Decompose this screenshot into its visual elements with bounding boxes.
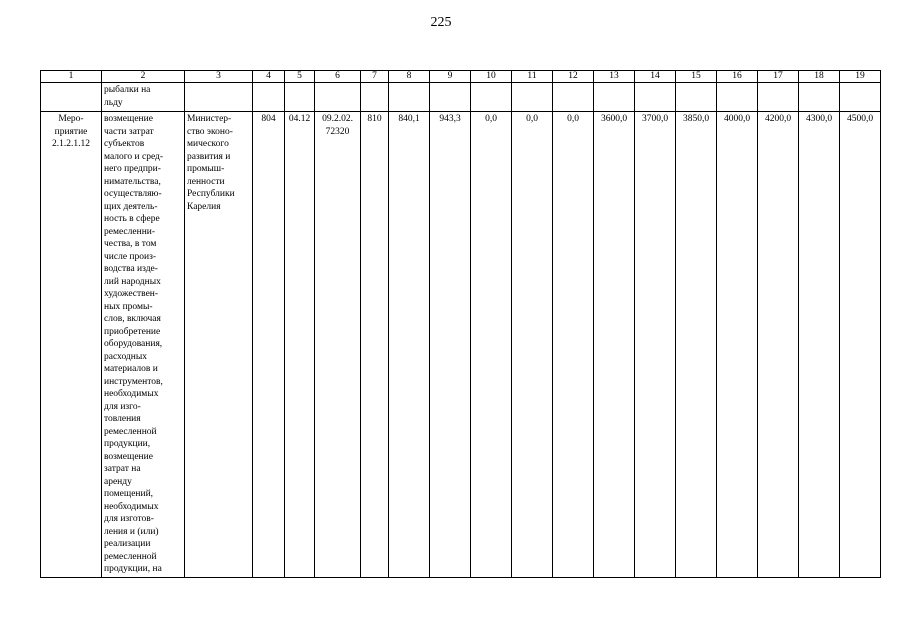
continued-cell [717,83,758,112]
column-number-4: 4 [253,71,285,83]
column-number-12: 12 [553,71,594,83]
continued-cell [253,83,285,112]
continued-cell [361,83,389,112]
continued-cell [389,83,430,112]
value-cell-12: 0,0 [553,112,594,578]
column-number-14: 14 [635,71,676,83]
continued-cell [676,83,717,112]
continued-row [41,83,881,112]
column-number-18: 18 [799,71,840,83]
continued-cell [840,83,881,112]
continued-cell [285,83,315,112]
continued-cell [430,83,471,112]
column-number-17: 17 [758,71,799,83]
value-cell-11: 0,0 [512,112,553,578]
column-number-19: 19 [840,71,881,83]
table-row [41,112,881,578]
column-number-3: 3 [185,71,253,83]
value-cell-5: 04.12 [285,112,315,578]
value-cell-4: 804 [253,112,285,578]
continued-cell [553,83,594,112]
continued-cell [594,83,635,112]
continued-cell [635,83,676,112]
value-cell-19: 4500,0 [840,112,881,578]
value-cell-15: 3850,0 [676,112,717,578]
value-cell-17: 4200,0 [758,112,799,578]
column-number-6: 6 [315,71,361,83]
value-cell-7: 810 [361,112,389,578]
column-number-5: 5 [285,71,315,83]
measure-id-cell: Меро- приятие 2.1.2.1.12 [41,112,102,578]
page-number: 225 [430,15,452,30]
column-number-2: 2 [102,71,185,83]
value-cell-18: 4300,0 [799,112,840,578]
continued-cell [758,83,799,112]
value-cell-9: 943,3 [430,112,471,578]
table-header-row [41,71,881,83]
value-cell-16: 4000,0 [717,112,758,578]
responsible-executor-cell: Министер- ство эконо- мического развития и промыш- ленности Республики Карелия [185,112,253,578]
column-number-1: 1 [41,71,102,83]
measure-description-cell: возмещение части затрат субъектов малого и сред- него предпри- нимательства, осуществляю- щих деятель- ность в сфере ремесленни- чества, в том числе произ- водства изде- лий народных художествен- ных промы- слов, включая приобретение оборудования, расходных материалов и инструментов, необходимых для изго- товления ремесленной продукции, возмещение затрат на аренду помещений, необходимых для изготов- ления и (или) реализации ремесленной продукции, на [102,112,185,578]
value-cell-14: 3700,0 [635,112,676,578]
continued-cell [471,83,512,112]
column-number-16: 16 [717,71,758,83]
column-number-11: 11 [512,71,553,83]
budget-table [40,70,881,578]
column-number-8: 8 [389,71,430,83]
value-cell-13: 3600,0 [594,112,635,578]
continued-cell [799,83,840,112]
column-number-15: 15 [676,71,717,83]
column-number-10: 10 [471,71,512,83]
continued-cell [41,83,102,112]
value-cell-6: 09.2.02. 72320 [315,112,361,578]
continued-description-cell: рыбалки на льду [102,83,185,112]
column-number-9: 9 [430,71,471,83]
value-cell-10: 0,0 [471,112,512,578]
continued-cell [185,83,253,112]
column-number-7: 7 [361,71,389,83]
continued-cell [315,83,361,112]
continued-cell [512,83,553,112]
value-cell-8: 840,1 [389,112,430,578]
column-number-13: 13 [594,71,635,83]
